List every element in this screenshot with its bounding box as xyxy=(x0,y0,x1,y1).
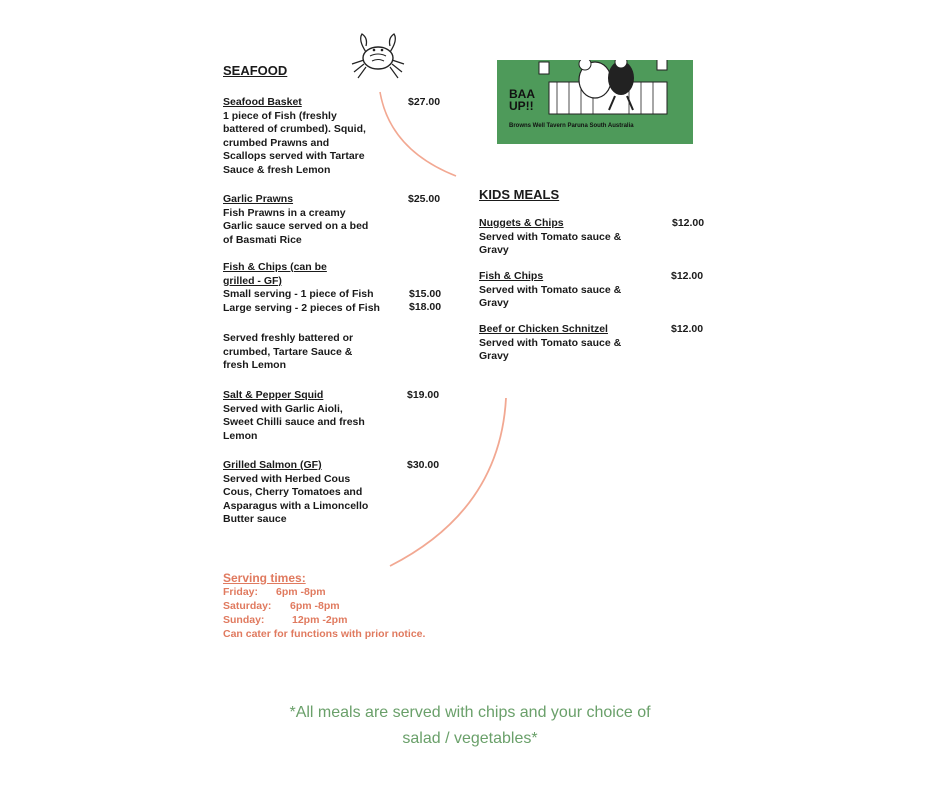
item-desc-line: Butter sauce xyxy=(223,513,287,525)
large-price: $18.00 xyxy=(409,301,442,313)
item-name: Grilled Salmon (GF) xyxy=(223,459,322,471)
item-name: grilled - GF) xyxy=(223,274,282,287)
item-desc-line: Scallops served with Tartare xyxy=(223,150,365,162)
crab-icon xyxy=(346,28,410,84)
serving-row xyxy=(223,599,483,613)
serving-row xyxy=(223,613,483,627)
kids-item-fish-chips xyxy=(479,270,649,311)
logo-line1: BAA xyxy=(509,87,535,101)
item-desc-line: Sweet Chilli sauce and fresh xyxy=(223,416,365,428)
item-price: $12.00 xyxy=(671,270,704,282)
serving-time: 6pm -8pm xyxy=(290,600,340,612)
item-desc-line: Served with Tomato sauce & xyxy=(479,283,622,296)
item-name: Salt & Pepper Squid xyxy=(223,389,324,401)
menu-item-fish-chips xyxy=(223,261,403,315)
serving-times-title: Serving times: xyxy=(223,571,306,585)
serving-day: Sunday: xyxy=(223,614,265,626)
menu-item-garlic-prawns xyxy=(223,193,393,247)
logo-wordmark xyxy=(509,88,535,112)
serving-day: Friday: xyxy=(223,586,259,598)
serving-row xyxy=(223,585,483,599)
bottom-swoosh xyxy=(390,398,506,566)
item-name: Nuggets & Chips xyxy=(479,217,564,229)
item-desc-line: Fish Prawns in a creamy xyxy=(223,206,346,219)
item-desc-line: Gravy xyxy=(479,350,509,362)
serving-day: Saturday: xyxy=(223,600,272,612)
serving-time: 6pm -8pm xyxy=(276,586,326,598)
small-price: $15.00 xyxy=(409,288,442,300)
item-desc-line: battered of crumbed). Squid, xyxy=(223,123,366,135)
item-desc-line: Gravy xyxy=(479,244,509,256)
item-name: Fish & Chips xyxy=(479,270,544,282)
item-price: $12.00 xyxy=(671,323,704,335)
footer-line1: *All meals are served with chips and your choice of xyxy=(289,704,651,721)
serving-times xyxy=(223,571,483,641)
logo-line2: UP!! xyxy=(509,99,534,113)
item-desc-line: 1 piece of Fish (freshly xyxy=(223,109,337,122)
item-desc-line: crumbed, Tartare Sauce & xyxy=(223,345,353,358)
item-desc-line: Served with Garlic Aioli, xyxy=(223,402,343,415)
item-desc-line: fresh Lemon xyxy=(223,359,287,371)
item-desc-line: Served with Tomato sauce & xyxy=(479,336,622,349)
fish-chips-desc xyxy=(223,332,393,373)
item-desc-line: Asparagus with a Limoncello xyxy=(223,499,369,512)
serving-time: 12pm -2pm xyxy=(292,614,348,626)
item-price: $12.00 xyxy=(672,217,705,229)
item-desc-line: crumbed Prawns and xyxy=(223,136,330,149)
item-name: Fish & Chips (can be xyxy=(223,261,327,273)
item-desc-line: of Basmati Rice xyxy=(223,233,302,246)
item-desc-line: Garlic sauce served on a bed xyxy=(223,220,369,232)
footer-line2: salad / vegetables* xyxy=(402,730,538,747)
item-desc-line: Gravy xyxy=(479,297,509,309)
item-name: Seafood Basket xyxy=(223,96,302,108)
kids-item-schnitzel xyxy=(479,323,649,364)
logo-tagline: Browns Well Tavern Paruna South Australia xyxy=(509,123,634,129)
item-price: $19.00 xyxy=(407,389,440,401)
kids-item-nuggets-chips xyxy=(479,217,649,258)
item-desc-line: Sauce & fresh Lemon xyxy=(223,163,331,176)
item-desc-line: Cous, Cherry Tomatoes and xyxy=(223,486,363,498)
menu-item-grilled-salmon xyxy=(223,459,393,527)
item-desc-line: Lemon xyxy=(223,429,258,442)
logo xyxy=(497,60,693,144)
menu-item-seafood-basket xyxy=(223,96,393,177)
menu-item-salt-pepper-squid xyxy=(223,389,393,443)
serving-note: Can cater for functions with prior notice. xyxy=(223,628,426,640)
item-name: Garlic Prawns xyxy=(223,193,294,205)
item-price: $27.00 xyxy=(408,96,441,108)
footer-note xyxy=(0,700,940,752)
kids-meals-heading: KIDS MEALS xyxy=(479,187,560,202)
small-serving: Small serving - 1 piece of Fish xyxy=(223,288,374,300)
item-price: $30.00 xyxy=(407,459,440,471)
item-desc-line: Served with Tomato sauce & xyxy=(479,230,622,243)
large-serving: Large serving - 2 pieces of Fish xyxy=(223,301,380,314)
item-desc-line: Served with Herbed Cous xyxy=(223,472,351,485)
seafood-heading: SEAFOOD xyxy=(223,63,288,78)
item-desc-line: Served freshly battered or xyxy=(223,332,354,344)
item-price: $25.00 xyxy=(408,193,441,205)
item-name: Beef or Chicken Schnitzel xyxy=(479,323,608,335)
